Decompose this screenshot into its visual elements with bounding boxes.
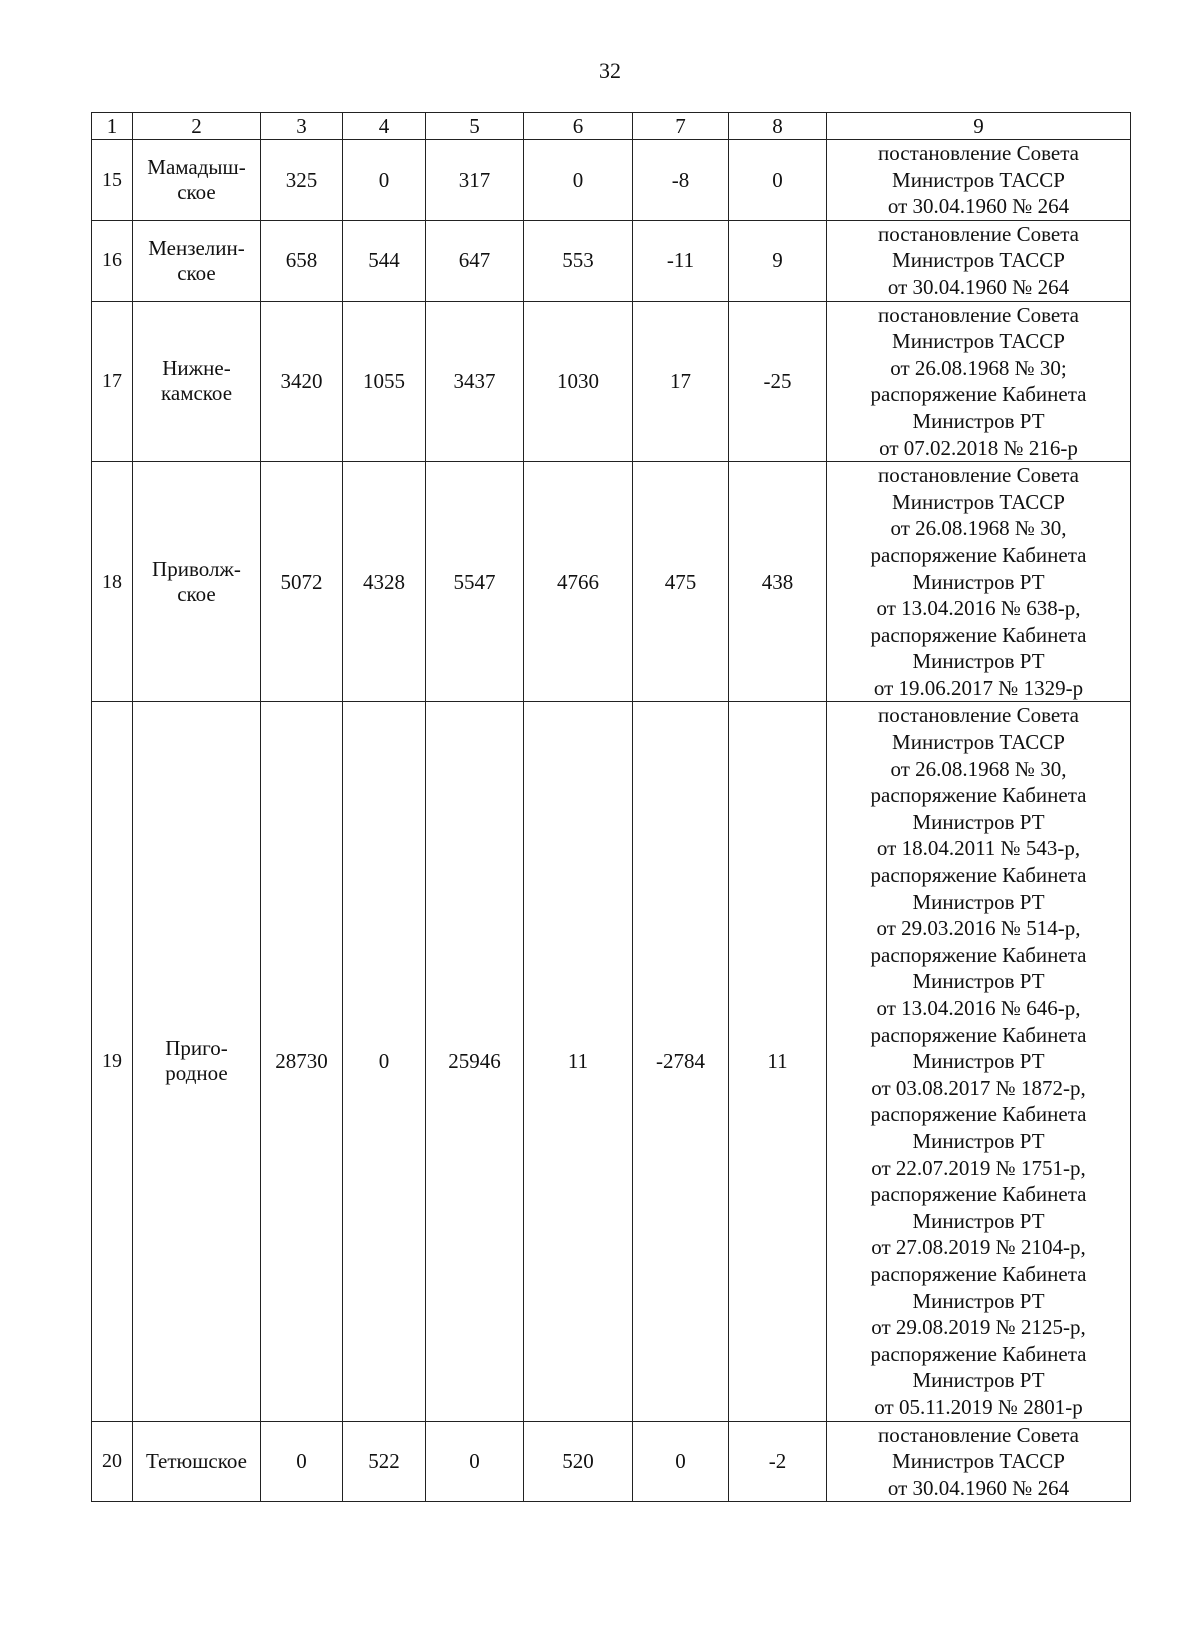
legal-basis-line: распоряжение Кабинета [870, 1182, 1087, 1207]
legal-basis-line: Министров РТ [912, 1208, 1045, 1233]
legal-basis [827, 1421, 1131, 1502]
forestry-name: Приго- родное [133, 702, 261, 1421]
column-header-8: 8 [729, 113, 827, 140]
table-row [92, 301, 1131, 462]
column-header-5: 5 [426, 113, 524, 140]
value-cell-3: 28730 [261, 702, 343, 1421]
value-cell-6: 11 [524, 702, 633, 1421]
value-cell-5: 0 [426, 1421, 524, 1502]
legal-basis-line: постановление Совета [878, 302, 1079, 327]
value-cell-8: 438 [729, 462, 827, 702]
forestry-name: Мамадыш- ское [133, 140, 261, 221]
value-cell-7: -8 [633, 140, 729, 221]
table-body [92, 113, 1131, 1502]
value-cell-4: 1055 [343, 301, 426, 462]
legal-basis-line: Министров РТ [912, 408, 1045, 433]
value-cell-5: 3437 [426, 301, 524, 462]
forestry-name: Тетюшское [133, 1421, 261, 1502]
legal-basis [827, 301, 1131, 462]
legal-basis [827, 220, 1131, 301]
value-cell-6: 520 [524, 1421, 633, 1502]
column-header-2: 2 [133, 113, 261, 140]
forestry-name: Приволж- ское [133, 462, 261, 702]
value-cell-7: -2784 [633, 702, 729, 1421]
value-cell-5: 647 [426, 220, 524, 301]
legal-basis-line: от 27.08.2019 № 2104-р, [871, 1235, 1086, 1260]
value-cell-5: 317 [426, 140, 524, 221]
legal-basis-line: от 26.08.1968 № 30; [890, 355, 1067, 380]
table-row [92, 140, 1131, 221]
legal-basis [827, 702, 1131, 1421]
column-header-6: 6 [524, 113, 633, 140]
page-number: 32 [599, 58, 621, 83]
legal-basis-line: распоряжение Кабинета [870, 942, 1087, 967]
value-cell-7: 475 [633, 462, 729, 702]
row-number: 16 [92, 220, 133, 301]
value-cell-6: 4766 [524, 462, 633, 702]
value-cell-3: 0 [261, 1421, 343, 1502]
legal-basis-line: от 07.02.2018 № 216-р [879, 435, 1078, 460]
legal-basis-line: Министров РТ [912, 889, 1045, 914]
value-cell-7: 17 [633, 301, 729, 462]
legal-basis-line: от 26.08.1968 № 30, [890, 516, 1067, 541]
column-header-7: 7 [633, 113, 729, 140]
legal-basis-line: Министров ТАССР [892, 489, 1065, 514]
table-row [92, 220, 1131, 301]
legal-basis-line: Министров ТАССР [892, 730, 1065, 755]
value-cell-6: 553 [524, 220, 633, 301]
legal-basis-line: Министров РТ [912, 1288, 1045, 1313]
legal-basis-line: распоряжение Кабинета [870, 1261, 1087, 1286]
legal-basis-line: от 13.04.2016 № 638-р, [876, 596, 1081, 621]
value-cell-8: 11 [729, 702, 827, 1421]
legal-basis-line: Министров ТАССР [892, 329, 1065, 354]
legal-basis-line: Министров РТ [912, 569, 1045, 594]
value-cell-6: 0 [524, 140, 633, 221]
legal-basis-line: от 03.08.2017 № 1872-р, [871, 1075, 1086, 1100]
legal-basis-line: постановление Совета [878, 141, 1079, 165]
legal-basis-line: от 22.07.2019 № 1751-р, [871, 1155, 1086, 1180]
value-cell-4: 0 [343, 140, 426, 221]
legal-basis-line: Министров ТАССР [892, 248, 1065, 273]
forestry-name: Нижне- камское [133, 301, 261, 462]
legal-basis-line: постановление Совета [878, 703, 1079, 728]
legal-basis-line: от 26.08.1968 № 30, [890, 756, 1067, 781]
row-number: 17 [92, 301, 133, 462]
value-cell-6: 1030 [524, 301, 633, 462]
legal-basis-line: Министров РТ [912, 1368, 1045, 1393]
value-cell-4: 0 [343, 702, 426, 1421]
legal-basis-line: от 18.04.2011 № 543-р, [876, 836, 1081, 861]
value-cell-3: 325 [261, 140, 343, 221]
legal-basis-line: от 29.03.2016 № 514-р, [876, 916, 1081, 941]
table-row [92, 1421, 1131, 1502]
value-cell-4: 544 [343, 220, 426, 301]
value-cell-7: 0 [633, 1421, 729, 1502]
legal-basis-line: Министров ТАССР [892, 1449, 1065, 1474]
legal-basis-line: Министров РТ [912, 1049, 1045, 1074]
value-cell-8: -25 [729, 301, 827, 462]
legal-basis [827, 140, 1131, 221]
legal-basis-line: Министров РТ [912, 649, 1045, 674]
value-cell-3: 5072 [261, 462, 343, 702]
legal-basis-line: распоряжение Кабинета [870, 783, 1087, 808]
value-cell-7: -11 [633, 220, 729, 301]
legal-basis-line: распоряжение Кабинета [870, 622, 1087, 647]
legal-basis-line: распоряжение Кабинета [870, 542, 1087, 567]
value-cell-8: 0 [729, 140, 827, 221]
legal-basis-line: Министров ТАССР [892, 167, 1065, 192]
legal-basis-line: от 19.06.2017 № 1329-р [873, 675, 1084, 700]
legal-basis-line: от 29.08.2019 № 2125-р, [871, 1315, 1086, 1340]
legal-basis-line: распоряжение Кабинета [870, 1102, 1087, 1127]
legal-basis-line: от 13.04.2016 № 646-р, [876, 996, 1081, 1020]
column-number-row [92, 113, 1131, 140]
value-cell-4: 522 [343, 1421, 426, 1502]
legal-basis-line: постановление Совета [878, 1422, 1079, 1447]
legal-basis-line: от 30.04.1960 № 264 [887, 1475, 1070, 1500]
column-header-4: 4 [343, 113, 426, 140]
forestry-table [91, 112, 1131, 1502]
row-number: 18 [92, 462, 133, 702]
legal-basis-line: Министров РТ [912, 1128, 1045, 1153]
legal-basis [827, 462, 1131, 702]
value-cell-5: 25946 [426, 702, 524, 1421]
legal-basis-line: от 30.04.1960 № 264 [887, 274, 1070, 299]
value-cell-3: 658 [261, 220, 343, 301]
table-row [92, 702, 1131, 1421]
table-row [92, 462, 1131, 702]
legal-basis-line: распоряжение Кабинета [870, 1341, 1087, 1366]
column-header-9: 9 [827, 113, 1131, 140]
legal-basis-line: постановление Совета [878, 463, 1079, 488]
value-cell-5: 5547 [426, 462, 524, 702]
row-number: 20 [92, 1421, 133, 1502]
value-cell-3: 3420 [261, 301, 343, 462]
row-number: 15 [92, 140, 133, 221]
value-cell-4: 4328 [343, 462, 426, 702]
legal-basis-line: постановление Совета [878, 221, 1079, 246]
legal-basis-line: Министров РТ [912, 969, 1045, 994]
legal-basis-line: распоряжение Кабинета [870, 1022, 1087, 1047]
legal-basis-line: распоряжение Кабинета [870, 863, 1087, 888]
legal-basis-line: Министров РТ [912, 809, 1045, 834]
column-header-3: 3 [261, 113, 343, 140]
column-header-1: 1 [92, 113, 133, 140]
legal-basis-line: распоряжение Кабинета [870, 382, 1087, 407]
legal-basis-line: от 30.04.1960 № 264 [887, 194, 1070, 219]
value-cell-8: 9 [729, 220, 827, 301]
legal-basis-line: от 05.11.2019 № 2801-р [874, 1394, 1083, 1419]
value-cell-8: -2 [729, 1421, 827, 1502]
forestry-name: Мензелин- ское [133, 220, 261, 301]
row-number: 19 [92, 702, 133, 1421]
